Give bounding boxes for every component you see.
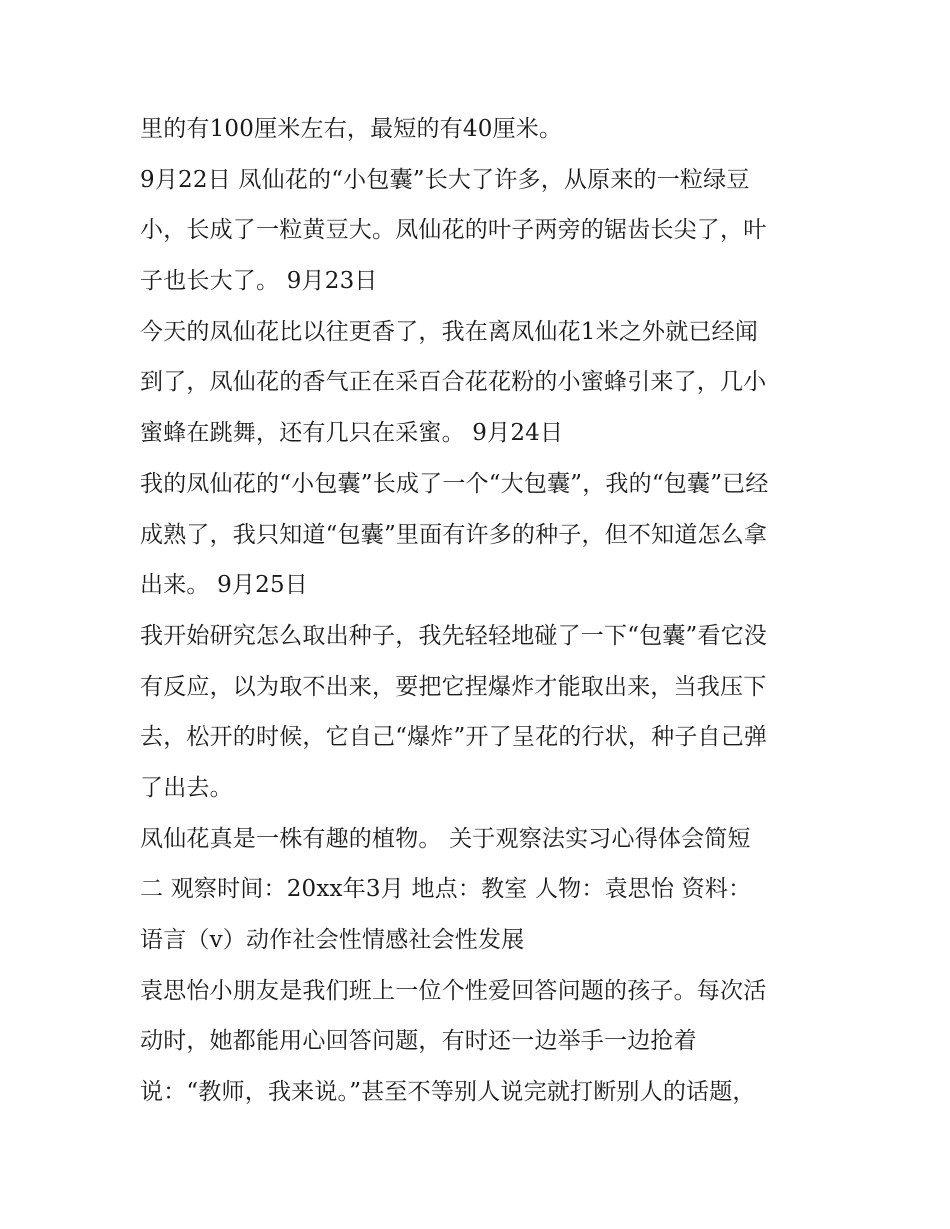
text-line: 动时，她都能用心回答问题，有时还一边举手一边抢着	[140, 1028, 697, 1055]
text-line: 今天的凤仙花比以往更香了，我在离凤仙花1米之外就已经闻	[140, 318, 759, 345]
text-line: 袁思怡小朋友是我们班上一位个性爱回答问题的孩子。每次活	[140, 977, 767, 1004]
text-line: 我的凤仙花的“小包囊”长成了一个“大包囊”，我的“包囊”已经	[140, 470, 769, 497]
text-line: 说：“教师，我来说。”甚至不等别人说完就打断别人的话题，	[140, 1079, 756, 1106]
text-line: 成熟了，我只知道“包囊”里面有许多的种子，但不知道怎么拿	[140, 521, 768, 548]
text-line: 语言（v）动作社会性情感社会性发展	[140, 927, 525, 953]
text-line: 凤仙花真是一株有趣的植物。 关于观察法实习心得体会简短	[140, 825, 751, 852]
text-line: 蜜蜂在跳舞，还有几只在采蜜。 9月24日	[140, 420, 564, 447]
text-line: 了出去。	[140, 774, 233, 801]
text-line: 我开始研究怎么取出种子，我先轻轻地碰了一下“包囊”看它没	[140, 622, 768, 649]
text-line: 子也长大了。 9月23日	[140, 268, 378, 295]
text-line: 有反应，以为取不出来，要把它捏爆炸才能取出来，当我压下	[140, 673, 767, 700]
body-text	[140, 104, 820, 1118]
text-line: 出来。 9月25日	[140, 572, 309, 599]
text-line: 到了，凤仙花的香气正在采百合花花粉的小蜜蜂引来了，几小	[140, 369, 767, 396]
text-line: 小，长成了一粒黄豆大。凤仙花的叶子两旁的锯齿长尖了，叶	[140, 217, 767, 244]
text-line: 二 观察时间：20xx年3月 地点：教室 人物：袁思怡 资料：	[140, 876, 752, 903]
text-line: 9月22日 凤仙花的“小包囊”长大了许多，从原来的一粒绿豆	[140, 166, 750, 193]
text-line: 去，松开的时候，它自己“爆炸”开了呈花的行状，种子自己弹	[140, 724, 768, 751]
text-line: 里的有100厘米左右，最短的有40厘米。	[140, 116, 563, 142]
